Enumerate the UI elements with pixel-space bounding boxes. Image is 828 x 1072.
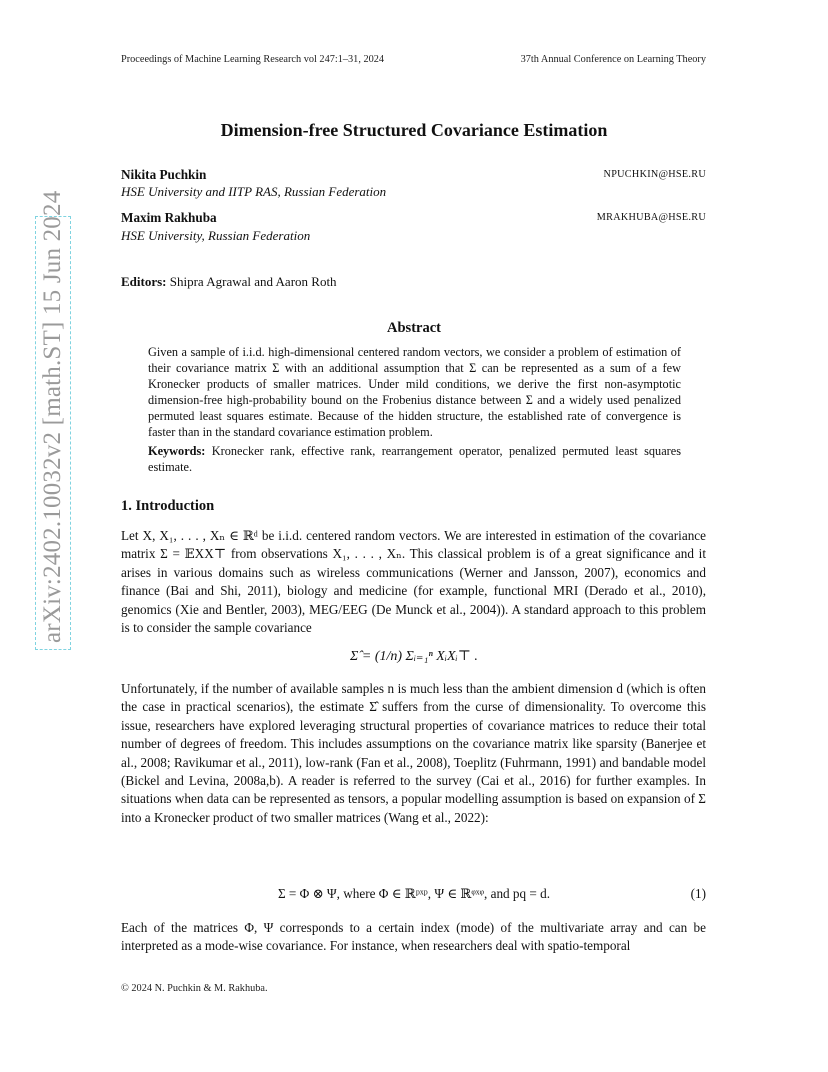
section-title: Introduction: [135, 498, 215, 514]
editors-line: [121, 274, 337, 290]
author-email[interactable]: NPUCHKIN@HSE.RU: [603, 169, 706, 180]
author-name: Nikita Puchkin: [121, 167, 207, 182]
copyright-footer: © 2024 N. Puchkin & M. Rakhuba.: [121, 983, 268, 994]
running-header-right: 37th Annual Conference on Learning Theory: [520, 54, 706, 65]
equation-kronecker: Σ = Φ ⊗ Ψ, where Φ ∈ ℝᵖˣᵖ, Ψ ∈ ℝᵠˣᵠ, and pq = d.: [277, 886, 551, 901]
editors-label: Editors:: [121, 274, 167, 289]
running-header-left: Proceedings of Machine Learning Research vol 247:1–31, 2024: [121, 54, 385, 65]
author-email[interactable]: MRAKHUBA@HSE.RU: [596, 212, 706, 223]
equation-number: (1): [690, 886, 706, 901]
editors-names: Shipra Agrawal and Aaron Roth: [169, 274, 337, 289]
author-name: Maxim Rakhuba: [121, 210, 217, 225]
abstract-body: Given a sample of i.i.d. high-dimensional centered random vectors, we consider a problem of estimation of their covariance matrix Σ with an additional assumption that Σ can be represented as a sum of a few Kronecker products of smaller matrices. Under mild conditions, we derive the first non-asymptotic dimension-free high-probability bound on the Frobenius distance between Σ and a widely used penalized permuted least squares estimate. Because of the hidden structure, the established rate of convergence is faster than in the standard covariance estimation problem.: [148, 345, 681, 440]
paragraph: Unfortunately, if the number of available samples n is much less than the ambient dimension d (which is often the case in practical scenarios), the estimate Σ̂ suffers from the curse of dimensionality. To overcome this issue, researchers have explored leveraging structural properties of covariance matrices to reduce their total number of degrees of freedom. This includes assumptions on the covariance matrix like sparsity (Banerjee et al., 2008; Ravikumar et al., 2011), low-rank (Fan et al., 2008), Toeplitz (Fuhrmann, 1991) and bandable model (Bickel and Levina, 2008a,b). A reader is referred to the survey (Cai et al., 2016) for further examples. In situations when data can be represented as tensors, a popular modelling assumption is based on expansion of Σ into a Kronecker product of two smaller matrices (Wang et al., 2022):: [121, 681, 706, 825]
abstract-title: Abstract: [387, 320, 441, 336]
author-affiliation: HSE University and IITP RAS, Russian Federation: [121, 184, 387, 199]
keywords-label: Keywords:: [148, 444, 206, 458]
author-affiliation: HSE University, Russian Federation: [121, 228, 311, 243]
paragraph: Each of the matrices Φ, Ψ corresponds to a certain index (mode) of the multivariate array and can be interpreted as a mode-wise covariance. For instance, when researchers deal with spatio-temporal: [121, 920, 706, 954]
paper-title: Dimension-free Structured Covariance Estimation: [220, 120, 608, 140]
keywords-text: Kronecker rank, effective rank, rearrangement operator, penalized permuted least squares estimate.: [148, 444, 681, 475]
section-heading: [121, 498, 214, 515]
equation-sample-covariance: Σ̂ = (1/n) Σᵢ₌₁ⁿ XᵢXᵢ⊤ .: [350, 649, 478, 664]
section-number: 1.: [121, 498, 132, 514]
abstract-keywords: [148, 443, 681, 475]
arxiv-stamp[interactable]: arXiv:2402.10032v2 [math.ST] 15 Jun 2024: [35, 216, 71, 650]
paragraph: Let X, X₁, . . . , Xₙ ∈ ℝᵈ be i.i.d. centered random vectors. We are interested in estimation of the covariance matrix Σ = 𝔼XX⊤ from observations X₁, . . . , Xₙ. This classical problem is of a great significance and it arises in various domains such as wireless communications (Werner and Jansson, 2007), economics and finance (Bai and Shi, 2011), biology and medicine (for example, functional MRI (Derado et al., 2010), genomics (Xie and Bentler, 2003), MEG/EEG (De Munck et al., 2004)). A standard approach to this problem is to consider the sample covariance: [121, 528, 706, 636]
